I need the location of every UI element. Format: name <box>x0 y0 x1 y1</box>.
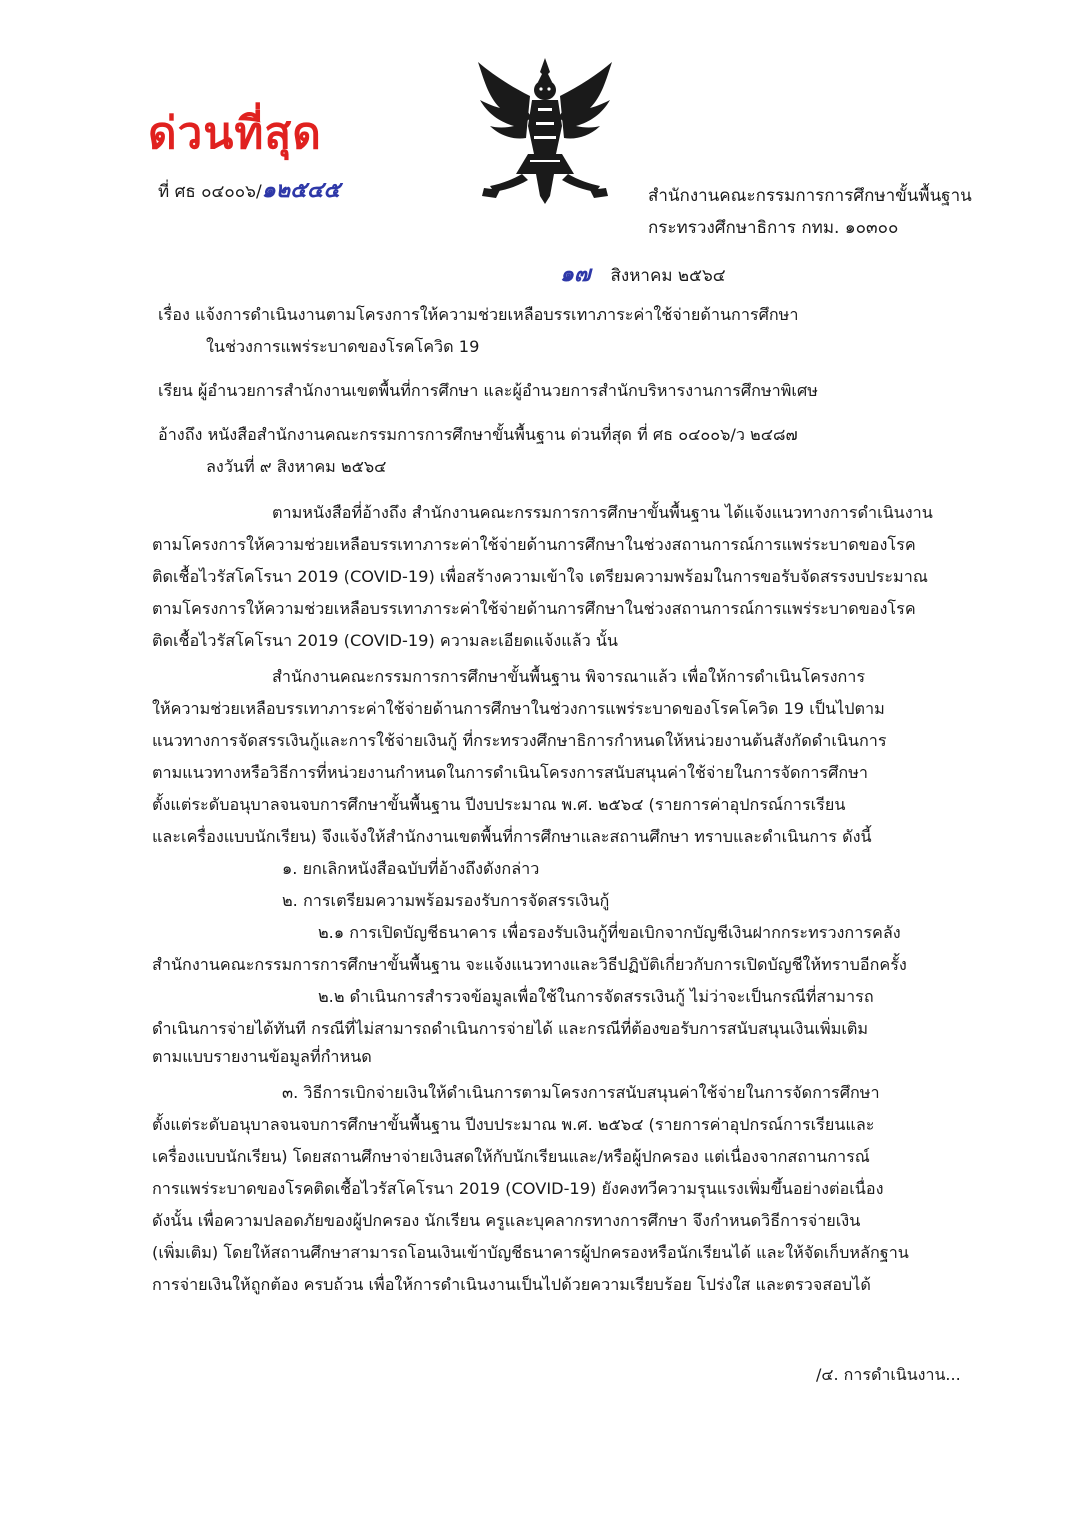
document-date <box>560 256 726 291</box>
paragraph-line: ตามแบบรายงานข้อมูลที่กำหนด <box>152 1047 372 1066</box>
paragraph-line: ตั้งแต่ระดับอนุบาลจนจบการศึกษาขั้นพื้นฐาน ปีงบประมาณ พ.ศ. ๒๕๖๔ (รายการค่าอุปกรณ์การเรียนและ <box>152 1115 875 1134</box>
document-number-prefix: ที่ ศธ ๐๔๐๐๖/ <box>158 182 262 202</box>
paragraph-line: การจ่ายเงินให้ถูกต้อง ครบถ้วน เพื่อให้การดำเนินงานเป็นไปด้วยความเรียบร้อย โปร่งใส และตรวจสอบได้ <box>152 1275 871 1294</box>
document-number <box>158 172 340 207</box>
paragraph-line: สำนักงานคณะกรรมการการศึกษาขั้นพื้นฐาน จะแจ้งแนวทางและวิธีปฏิบัติเกี่ยวกับการเปิดบัญชีให้ทราบอีกครั้ง <box>152 955 907 974</box>
list-item: ๒. การเตรียมความพร้อมรองรับการจัดสรรเงินกู้ <box>282 891 610 910</box>
paragraph-line: ให้ความช่วยเหลือบรรเทาภาระค่าใช้จ่ายด้านการศึกษาในช่วงการแพร่ระบาดของโรคโควิด 19 เป็นไปตาม <box>152 699 885 718</box>
office-address: กระทรวงศึกษาธิการ กทม. ๑๐๓๐๐ <box>648 218 899 238</box>
paragraph-line: แนวทางการจัดสรรเงินกู้และการใช้จ่ายเงินกู้ ที่กระทรวงศึกษาธิการกำหนดให้หน่วยงานต้นสังกัดดำเนินการ <box>152 731 887 750</box>
subject-line: ในช่วงการแพร่ระบาดของโรคโควิด 19 <box>206 337 480 356</box>
paragraph-line: การแพร่ระบาดของโรคติดเชื้อไวรัสโคโรนา 2019 (COVID-19) ยังคงทวีความรุนแรงเพิ่มขึ้นอย่างต่อเนื่อง <box>152 1179 884 1198</box>
garuda-emblem-icon <box>470 56 620 206</box>
paragraph-line: ตามโครงการให้ความช่วยเหลือบรรเทาภาระค่าใช้จ่ายด้านการศึกษาในช่วงสถานการณ์การแพร่ระบาดของโรค <box>152 535 916 554</box>
continuation-marker: /๔. การดำเนินงาน... <box>816 1365 961 1384</box>
urgent-label: ด่วนที่สุด <box>148 108 322 159</box>
recipient-line: เรียน ผู้อำนวยการสำนักงานเขตพื้นที่การศึกษา และผู้อำนวยการสำนักบริหารงานการศึกษาพิเศษ <box>158 381 818 400</box>
paragraph-line: ติดเชื้อไวรัสโคโรนา 2019 (COVID-19) เพื่อสร้างความเข้าใจ เตรียมความพร้อมในการขอรับจัดสรรงบประมาณ <box>152 567 928 586</box>
paragraph-line: สำนักงานคณะกรรมการการศึกษาขั้นพื้นฐาน พิจารณาแล้ว เพื่อให้การดำเนินโครงการ <box>272 667 866 686</box>
office-name: สำนักงานคณะกรรมการการศึกษาขั้นพื้นฐาน <box>648 186 972 206</box>
paragraph-line: และเครื่องแบบนักเรียน) จึงแจ้งให้สำนักงานเขตพื้นที่การศึกษาและสถานศึกษา ทราบและดำเนินการ ดังนี้ <box>152 827 872 846</box>
subject-line: เรื่อง แจ้งการดำเนินงานตามโครงการให้ความช่วยเหลือบรรเทาภาระค่าใช้จ่ายด้านการศึกษา <box>158 305 799 324</box>
date-month-year: สิงหาคม ๒๕๖๔ <box>610 266 726 286</box>
date-day-handwritten: ๑๗ <box>560 262 591 287</box>
list-item: ๒.๒ ดำเนินการสำรวจข้อมูลเพื่อใช้ในการจัดสรรเงินกู้ ไม่ว่าจะเป็นกรณีที่สามารถ <box>318 987 874 1006</box>
reference-line: อ้างถึง หนังสือสำนักงานคณะกรรมการการศึกษาขั้นพื้นฐาน ด่วนที่สุด ที่ ศธ ๐๔๐๐๖/ว ๒๔๘๗ <box>158 425 798 444</box>
paragraph-line: ดำเนินการจ่ายได้ทันที กรณีที่ไม่สามารถดำเนินการจ่ายได้ และกรณีที่ต้องขอรับการสนับสนุนเงินเพิ่มเติม <box>152 1019 869 1038</box>
list-item: ๓. วิธีการเบิกจ่ายเงินให้ดำเนินการตามโครงการสนับสนุนค่าใช้จ่ายในการจัดการศึกษา <box>282 1083 880 1102</box>
paragraph-line: ตั้งแต่ระดับอนุบาลจนจบการศึกษาขั้นพื้นฐาน ปีงบประมาณ พ.ศ. ๒๕๖๔ (รายการค่าอุปกรณ์การเรียน <box>152 795 846 814</box>
paragraph-line: เครื่องแบบนักเรียน) โดยสถานศึกษาจ่ายเงินสดให้กับนักเรียนและ/หรือผู้ปกครอง แต่เนื่องจากสถานการณ์ <box>152 1147 870 1166</box>
paragraph-line: (เพิ่มเติม) โดยให้สถานศึกษาสามารถโอนเงินเข้าบัญชีธนาคารผู้ปกครองหรือนักเรียนได้ และให้จัดเก็บหลักฐาน <box>152 1243 909 1262</box>
paragraph-line: ดังนั้น เพื่อความปลอดภัยของผู้ปกครอง นักเรียน ครูและบุคลากรทางการศึกษา จึงกำหนดวิธีการจ่ายเงิน <box>152 1211 861 1230</box>
paragraph-line: ตามโครงการให้ความช่วยเหลือบรรเทาภาระค่าใช้จ่ายด้านการศึกษาในช่วงสถานการณ์การแพร่ระบาดของโรค <box>152 599 916 618</box>
list-item: ๑. ยกเลิกหนังสือฉบับที่อ้างถึงดังกล่าว <box>282 859 540 878</box>
paragraph-line: ติดเชื้อไวรัสโคโรนา 2019 (COVID-19) ความละเอียดแจ้งแล้ว นั้น <box>152 631 618 650</box>
paragraph-line: ตามหนังสือที่อ้างถึง สำนักงานคณะกรรมการการศึกษาขั้นพื้นฐาน ได้แจ้งแนวทางการดำเนินงาน <box>272 503 933 522</box>
document-number-handwritten: ๑๒๕๔๕ <box>261 178 341 203</box>
paragraph-line: ตามแนวทางหรือวิธีการที่หน่วยงานกำหนดในการดำเนินโครงการสนับสนุนค่าใช้จ่ายในการจัดการศึกษา <box>152 763 868 782</box>
reference-line: ลงวันที่ ๙ สิงหาคม ๒๕๖๔ <box>206 457 387 476</box>
list-item: ๒.๑ การเปิดบัญชีธนาคาร เพื่อรองรับเงินกู้ที่ขอเบิกจากบัญชีเงินฝากกระทรวงการคลัง <box>318 923 901 942</box>
